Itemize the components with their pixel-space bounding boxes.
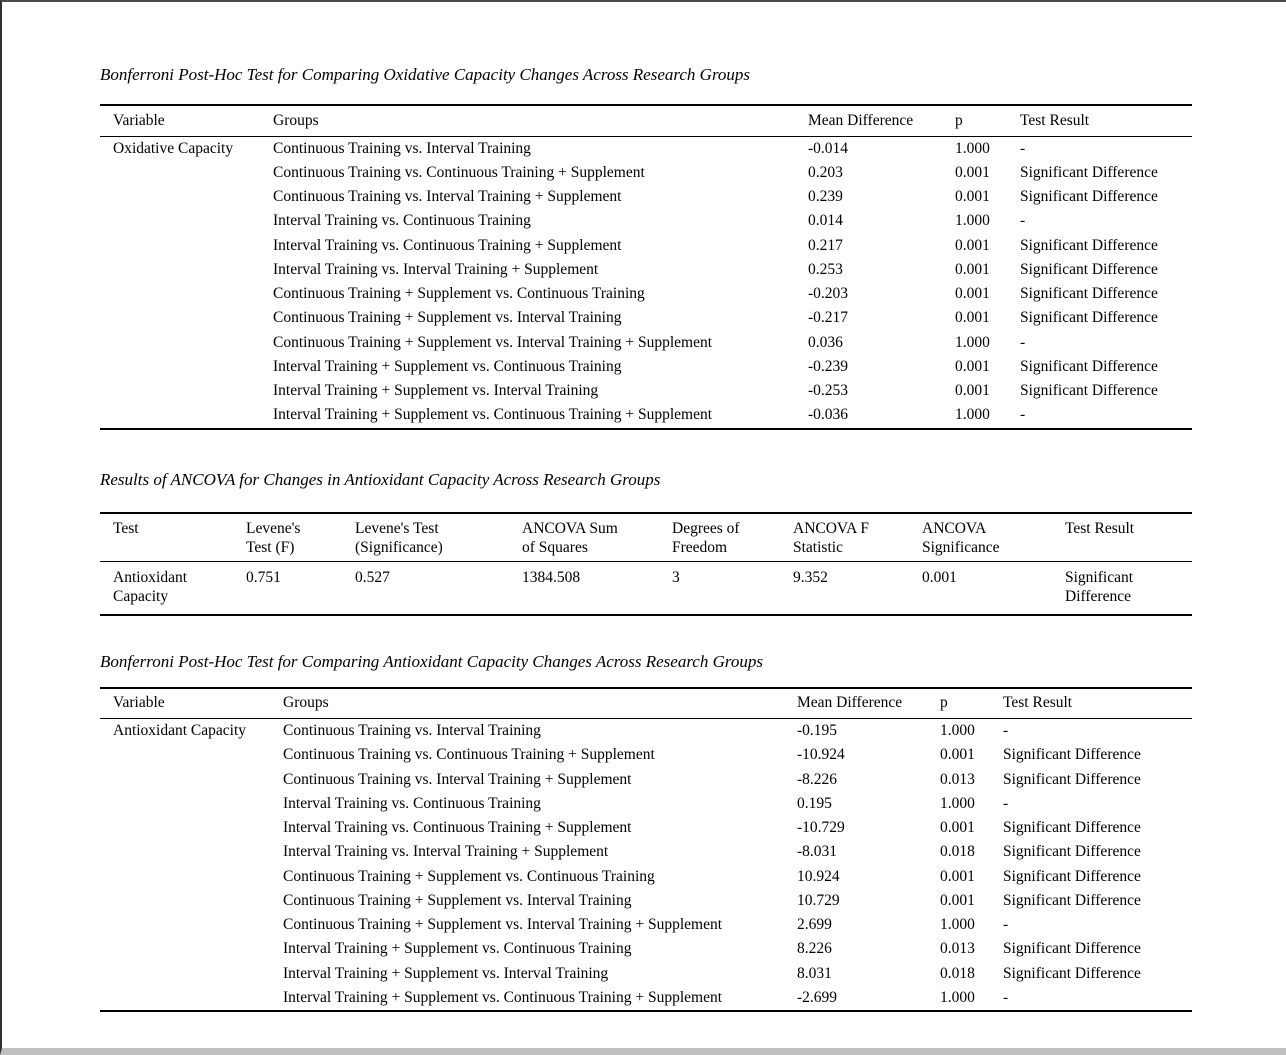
test-result-cell: - — [1020, 406, 1026, 424]
p-cell: 0.001 — [955, 285, 990, 302]
section-ancova-antioxidant — [100, 470, 1192, 616]
levene-f-cell: 0.751 — [246, 568, 281, 586]
variable-cell — [100, 792, 283, 816]
section-title: Bonferroni Post-Hoc Test for Comparing Antioxidant Capacity Changes Across Research Groups — [100, 651, 763, 671]
mean-difference-cell: 10.924 — [797, 867, 840, 885]
section-title: Bonferroni Post-Hoc Test for Comparing Oxidative Capacity Changes Across Research Groups — [100, 65, 751, 84]
variable-cell — [100, 258, 273, 282]
p-cell: 1.000 — [940, 794, 975, 812]
section-title: Results of ANCOVA for Changes in Antioxidant Capacity Across Research Groups — [100, 469, 661, 489]
variable-cell — [100, 331, 273, 355]
mean-difference-cell: 0.217 — [808, 236, 843, 254]
table-row — [100, 962, 1192, 986]
test-cell: Antioxidant Capacity — [113, 568, 188, 605]
groups-cell: Interval Training vs. Continuous Training — [283, 794, 541, 812]
test-result-cell: Significant Difference — [1020, 163, 1158, 181]
test-result-cell: - — [1003, 916, 1009, 933]
test-result-cell: Significant Difference — [1003, 940, 1141, 958]
groups-cell: Continuous Training vs. Interval Training — [273, 139, 531, 157]
groups-cell: Interval Training vs. Continuous Training + Supplement — [273, 236, 622, 254]
p-cell: 0.013 — [940, 940, 975, 958]
mean-difference-cell: -0.217 — [808, 309, 849, 327]
p-cell: 0.001 — [955, 309, 990, 327]
test-result-cell: Significant Difference — [1003, 819, 1141, 836]
mean-difference-cell: -0.195 — [797, 722, 838, 739]
table-header-row — [100, 105, 1192, 136]
table-row — [100, 986, 1192, 1011]
test-result-cell: Significant Difference — [1020, 188, 1158, 205]
groups-cell: Interval Training vs. Interval Training + Supplement — [283, 843, 609, 861]
ancova-f-statistic-cell: 9.352 — [793, 568, 828, 586]
p-cell: 0.001 — [955, 357, 990, 375]
table-row — [100, 840, 1192, 864]
groups-cell: Continuous Training + Supplement vs. Continuous Training — [273, 285, 645, 302]
page-content — [2, 2, 1192, 1012]
p-cell: 1.000 — [955, 406, 990, 424]
variable-cell — [100, 840, 283, 864]
col-header-degrees-of-freedom: Degrees of Freedom — [672, 519, 740, 556]
mean-difference-cell: -0.253 — [808, 382, 849, 399]
variable-cell — [100, 913, 283, 937]
mean-difference-cell: 0.036 — [808, 333, 843, 351]
test-result-cell: Significant Difference — [1003, 770, 1141, 788]
p-cell: 0.001 — [940, 819, 975, 836]
groups-cell: Interval Training vs. Continuous Training — [273, 212, 531, 230]
groups-cell: Continuous Training + Supplement vs. Interval Training + Supplement — [283, 916, 723, 933]
table-row — [100, 768, 1192, 792]
groups-cell: Continuous Training + Supplement vs. Interval Training — [283, 891, 632, 909]
col-header-levene-f: Levene's Test (F) — [246, 519, 301, 556]
test-result-cell: - — [1020, 212, 1026, 230]
mean-difference-cell: -0.036 — [808, 406, 849, 424]
test-result-cell: Significant Difference — [1003, 867, 1141, 885]
test-result-cell: Significant Difference — [1020, 309, 1158, 327]
test-result-cell: Significant Difference — [1003, 746, 1141, 764]
table-row — [100, 258, 1192, 282]
p-cell: 0.001 — [955, 236, 990, 254]
variable-cell — [100, 986, 283, 1011]
degrees-of-freedom-cell: 3 — [672, 568, 680, 586]
mean-difference-cell: 0.014 — [808, 212, 843, 230]
p-cell: 1.000 — [940, 916, 975, 933]
mean-difference-cell: -8.031 — [797, 843, 838, 861]
test-result-cell: Significant Difference — [1003, 843, 1141, 861]
variable-cell — [100, 403, 273, 428]
table-row — [100, 306, 1192, 330]
table-row — [100, 865, 1192, 889]
p-cell: 1.000 — [955, 139, 990, 157]
p-cell: 1.000 — [940, 988, 975, 1006]
table-row — [100, 816, 1192, 840]
table-row — [100, 136, 1192, 161]
p-cell: 1.000 — [955, 333, 990, 351]
test-result-cell: Significant Difference — [1020, 236, 1158, 254]
groups-cell: Interval Training + Supplement vs. Continuous Training + Supplement — [283, 988, 723, 1006]
groups-cell: Continuous Training vs. Interval Training + Supplement — [273, 188, 622, 205]
ancova-antioxidant-table — [100, 512, 1192, 616]
col-header-variable: Variable — [113, 111, 165, 129]
p-cell: 0.001 — [955, 382, 990, 399]
col-header-levene-significance: Levene's Test (Significance) — [355, 519, 443, 556]
table-row — [100, 331, 1192, 355]
bonferroni-oxidative-table — [100, 104, 1192, 430]
mean-difference-cell: 0.203 — [808, 163, 843, 181]
variable-cell — [100, 306, 273, 330]
groups-cell: Interval Training vs. Continuous Training + Supplement — [283, 819, 632, 836]
col-header-ancova-f-statistic: ANCOVA F Statistic — [793, 519, 869, 556]
test-result-cell: - — [1003, 988, 1009, 1006]
mean-difference-cell: -0.239 — [808, 357, 849, 375]
section-bonferroni-oxidative — [100, 65, 1192, 430]
p-cell: 1.000 — [955, 212, 990, 230]
table-row — [100, 234, 1192, 258]
col-header-p: p — [940, 694, 948, 712]
table-row — [100, 889, 1192, 913]
variable-cell — [100, 768, 283, 792]
ancova-significance-cell: 0.001 — [922, 568, 957, 586]
mean-difference-cell: 10.729 — [797, 891, 840, 909]
test-result-cell: - — [1020, 139, 1026, 157]
col-header-test-result: Test Result — [1003, 694, 1073, 712]
mean-difference-cell: -10.924 — [797, 746, 845, 764]
table-row — [100, 379, 1192, 403]
variable-cell — [100, 161, 273, 185]
variable-cell — [100, 865, 283, 889]
groups-cell: Interval Training + Supplement vs. Continuous Training — [273, 357, 622, 375]
variable-cell — [100, 743, 283, 767]
groups-cell: Continuous Training vs. Interval Training + Supplement — [283, 770, 632, 788]
mean-difference-cell: 0.253 — [808, 260, 843, 278]
mean-difference-cell: -8.226 — [797, 770, 838, 788]
table-row — [100, 743, 1192, 767]
variable-cell — [100, 282, 273, 306]
col-header-test-result: Test Result — [1020, 111, 1090, 129]
variable-cell — [100, 962, 283, 986]
table-row — [100, 161, 1192, 185]
groups-cell: Continuous Training vs. Continuous Training + Supplement — [283, 746, 655, 764]
test-result-cell: - — [1020, 333, 1026, 351]
table-header-row — [100, 513, 1192, 562]
groups-cell: Continuous Training + Supplement vs. Interval Training + Supplement — [273, 333, 713, 351]
table-row — [100, 209, 1192, 233]
variable-cell — [100, 889, 283, 913]
test-result-cell: - — [1003, 794, 1009, 812]
table-row — [100, 282, 1192, 306]
test-result-cell: Significant Difference — [1020, 285, 1158, 302]
col-header-p: p — [955, 111, 963, 129]
groups-cell: Continuous Training + Supplement vs. Continuous Training — [283, 867, 655, 885]
test-result-cell: Significant Difference — [1020, 382, 1158, 399]
p-cell: 0.001 — [955, 260, 990, 278]
col-header-groups: Groups — [283, 694, 329, 712]
mean-difference-cell: 8.031 — [797, 964, 832, 982]
section-bonferroni-antioxidant — [100, 652, 1192, 1013]
p-cell: 0.001 — [940, 867, 975, 885]
levene-significance-cell: 0.527 — [355, 568, 390, 586]
col-header-variable: Variable — [113, 694, 165, 712]
p-cell: 0.001 — [955, 188, 990, 205]
groups-cell: Continuous Training vs. Interval Training — [283, 722, 541, 739]
groups-cell: Interval Training + Supplement vs. Continuous Training + Supplement — [273, 406, 713, 424]
p-cell: 0.001 — [955, 163, 990, 181]
variable-cell — [100, 355, 273, 379]
test-result-cell: Significant Difference — [1020, 260, 1158, 278]
groups-cell: Continuous Training + Supplement vs. Interval Training — [273, 309, 622, 327]
variable-cell — [100, 379, 273, 403]
col-header-test-result: Test Result — [1065, 519, 1135, 537]
p-cell: 0.013 — [940, 770, 975, 788]
col-header-mean-difference: Mean Difference — [808, 111, 914, 129]
variable-cell: Antioxidant Capacity — [113, 722, 247, 739]
mean-difference-cell: 0.195 — [797, 794, 832, 812]
table-row — [100, 937, 1192, 961]
col-header-ancova-sum-of-squares: ANCOVA Sum of Squares — [522, 519, 618, 556]
table-row — [100, 355, 1192, 379]
p-cell: 0.001 — [940, 746, 975, 764]
mean-difference-cell: 2.699 — [797, 916, 832, 933]
table-row — [100, 185, 1192, 209]
p-cell: 0.018 — [940, 843, 975, 861]
mean-difference-cell: 0.239 — [808, 188, 843, 205]
variable-cell — [100, 937, 283, 961]
mean-difference-cell: -0.203 — [808, 285, 849, 302]
groups-cell: Continuous Training vs. Continuous Training + Supplement — [273, 163, 645, 181]
table-row — [100, 403, 1192, 428]
variable-cell: Oxidative Capacity — [113, 139, 234, 157]
mean-difference-cell: -0.014 — [808, 139, 849, 157]
groups-cell: Interval Training vs. Interval Training + Supplement — [273, 260, 599, 278]
mean-difference-cell: 8.226 — [797, 940, 832, 958]
table-row — [100, 792, 1192, 816]
test-result-cell: - — [1003, 722, 1009, 739]
test-result-cell: Significant Difference — [1003, 964, 1141, 982]
ancova-sum-of-squares-cell: 1384.508 — [522, 568, 581, 586]
p-cell: 0.001 — [940, 891, 975, 909]
variable-cell — [100, 185, 273, 209]
table-row — [100, 913, 1192, 937]
test-result-cell: Significant Difference — [1003, 891, 1141, 909]
groups-cell: Interval Training + Supplement vs. Interval Training — [283, 964, 609, 982]
p-cell: 1.000 — [940, 722, 975, 739]
bonferroni-antioxidant-table — [100, 687, 1192, 1013]
variable-cell — [100, 816, 283, 840]
col-header-test: Test — [113, 519, 139, 537]
groups-cell: Interval Training + Supplement vs. Interval Training — [273, 382, 599, 399]
mean-difference-cell: -10.729 — [797, 819, 845, 836]
mean-difference-cell: -2.699 — [797, 988, 838, 1006]
col-header-groups: Groups — [273, 111, 319, 129]
groups-cell: Interval Training + Supplement vs. Continuous Training — [283, 940, 632, 958]
table-header-row — [100, 688, 1192, 719]
table-row — [100, 719, 1192, 744]
variable-cell — [100, 209, 273, 233]
p-cell: 0.018 — [940, 964, 975, 982]
test-result-cell: Significant Difference — [1065, 568, 1134, 605]
col-header-ancova-significance: ANCOVA Significance — [922, 519, 1000, 556]
table-row — [100, 561, 1192, 615]
test-result-cell: Significant Difference — [1020, 357, 1158, 375]
variable-cell — [100, 234, 273, 258]
col-header-mean-difference: Mean Difference — [797, 694, 903, 712]
